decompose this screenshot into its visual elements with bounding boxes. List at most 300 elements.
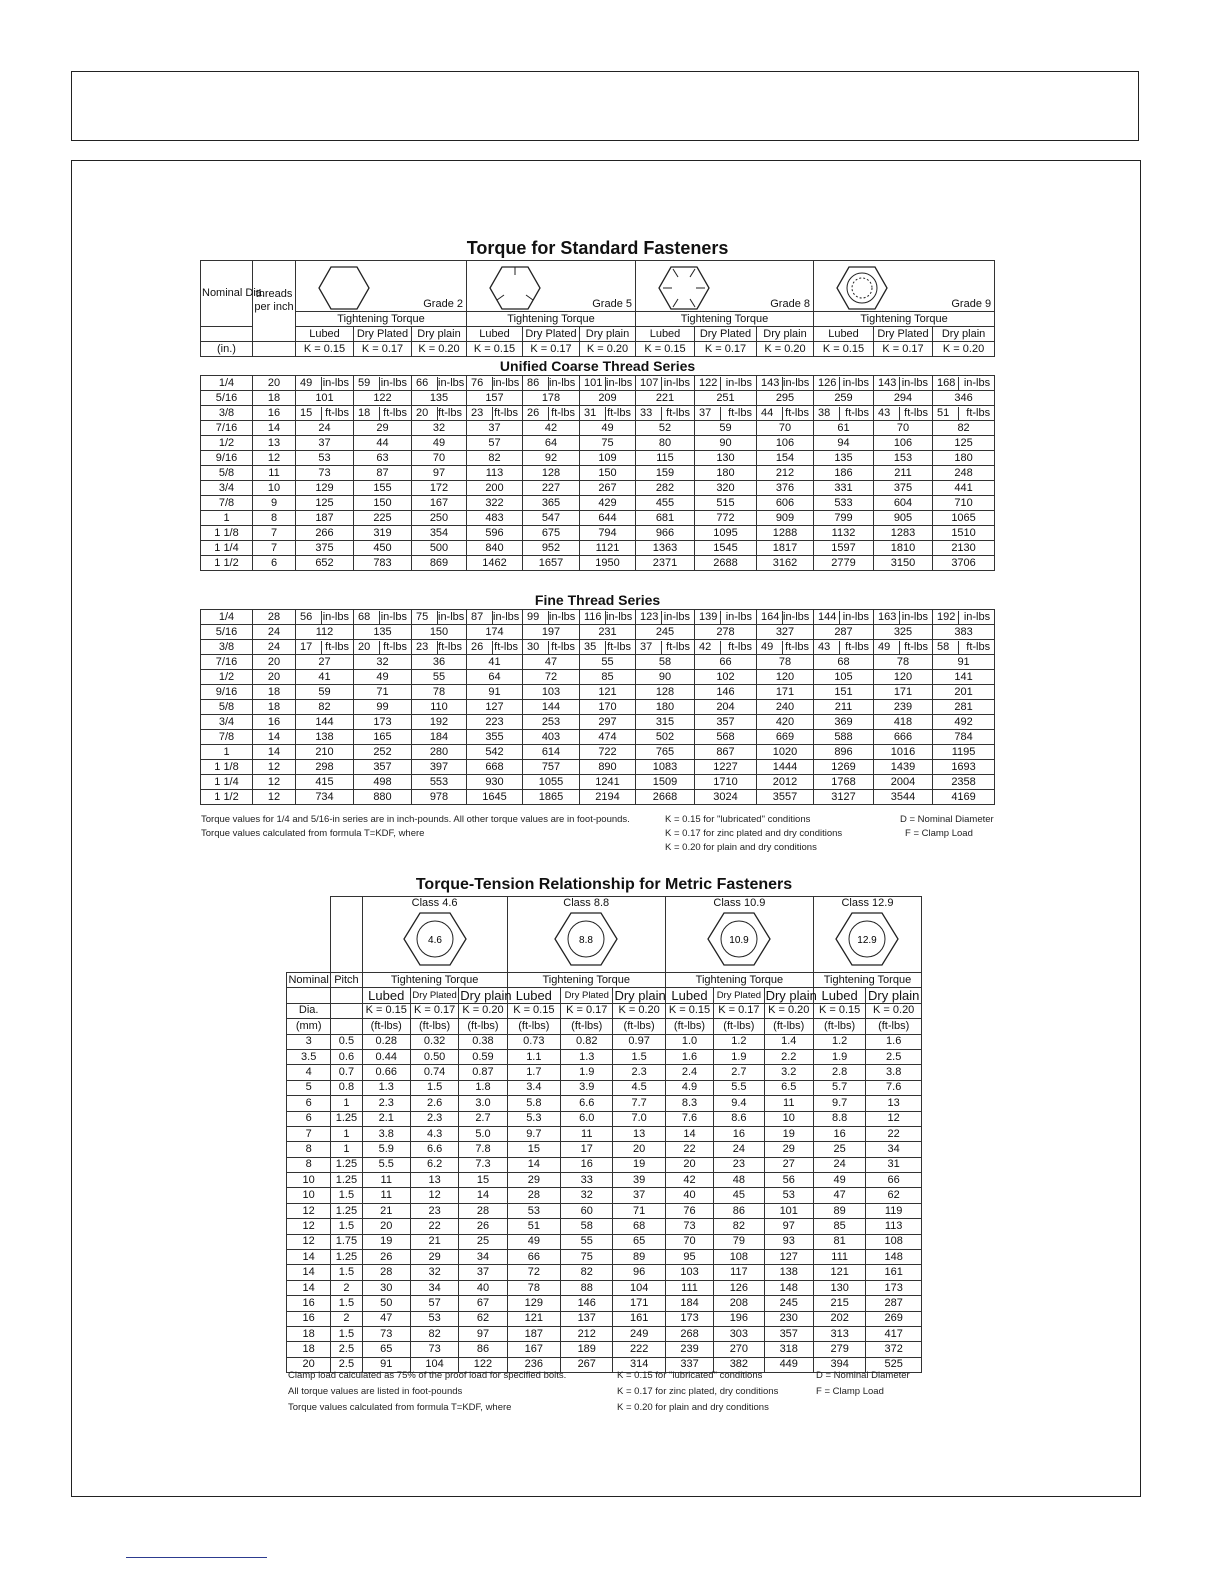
torque-cell [874,376,933,391]
metric-torque-cell: 20 [362,1219,410,1234]
torque-value: 26 [527,407,549,420]
torque-cell: 42 [523,421,580,436]
metric-torque-cell: 2.1 [362,1111,410,1126]
torque-cell: 890 [580,760,636,775]
standard-k3-note: K = 0.20 for plain and dry conditions [665,842,817,853]
torque-cell [580,406,636,421]
torque-value: 33 [640,407,662,420]
torque-value-with-unit [637,611,693,624]
torque-cell: 383 [933,625,995,640]
torque-cell: 172 [412,481,467,496]
torque-value: 43 [818,641,840,654]
metric-torque-cell: 2.7 [714,1065,764,1080]
metric-rows [287,1034,922,1373]
metric-torque-cell: 14 [665,1126,713,1141]
metric-torque-cell: 47 [362,1311,410,1326]
torque-value: 123 [640,611,662,624]
torque-cell [354,406,412,421]
metric-torque-cell: 28 [459,1203,507,1218]
metric-torque-cell: 8.6 [714,1111,764,1126]
torque-value-with-unit [815,641,872,654]
torque-cell: 614 [523,745,580,760]
grade-5-header [467,261,636,312]
metric-dia-cell: 6 [287,1096,331,1111]
metric-torque-cell: 5.5 [362,1157,410,1172]
metric-torque-cell: 81 [813,1234,865,1249]
grade-2-bolt-icon [318,265,370,311]
metric-torque-cell: 89 [813,1203,865,1218]
metric-torque-cell: 0.87 [459,1065,507,1080]
torque-cell: 128 [636,685,695,700]
torque-cell: 101 [296,391,354,406]
torque-value-with-unit [637,407,693,420]
torque-cell [636,406,695,421]
table-row [201,406,995,421]
torque-cell: 90 [636,670,695,685]
metric-torque-cell: 111 [813,1250,865,1265]
torque-unit: ft-lbs [845,640,869,653]
metric-torque-cell: 89 [613,1250,665,1265]
nominal-dia-cell: 1 1/8 [201,526,253,541]
table-row [201,511,995,526]
torque-cell [814,376,874,391]
table-row [201,640,995,655]
metric-torque-cell: 0.50 [410,1049,458,1064]
metric-dia-cell: 8 [287,1142,331,1157]
torque-cell: 171 [757,685,814,700]
torque-cell: 231 [580,625,636,640]
metric-torque-cell: 187 [507,1326,560,1341]
torque-cell: 41 [467,655,523,670]
torque-cell: 2688 [695,556,757,571]
metric-torque-cell: 5.9 [362,1142,410,1157]
metric-blank [287,988,331,1003]
torque-cell: 354 [412,526,467,541]
torque-cell: 2779 [814,556,874,571]
torque-unit: in-lbs [842,610,869,623]
metric-torque-cell: 15 [459,1173,507,1188]
metric-torque-cell: 5.3 [507,1111,560,1126]
metric-tightening-header: Tightening Torque [813,973,921,988]
metric-pitch-cell: 1.5 [331,1296,362,1311]
metric-torque-cell: 16 [813,1126,865,1141]
threads-cell: 10 [253,481,296,496]
torque-cell: 2012 [757,775,814,790]
torque-cell [296,610,354,625]
torque-cell: 121 [580,685,636,700]
metric-torque-table [286,872,922,1373]
grade-9-label: Grade 9 [951,298,992,310]
torque-value-with-unit [413,641,465,654]
metric-torque-cell: 86 [459,1342,507,1357]
metric-torque-cell: 2.6 [410,1096,458,1111]
class-4-6-label: Class 4.6 [411,897,458,909]
torque-unit: in-lbs [493,610,520,623]
metric-pitch-cell: 1.25 [331,1250,362,1265]
torque-cell: 606 [757,496,814,511]
torque-cell [814,406,874,421]
torque-value-with-unit [815,611,872,624]
torque-cell: 710 [933,496,995,511]
fine-thread-rows [201,610,995,805]
grade-2-header [296,261,467,312]
torque-cell [933,640,995,655]
torque-cell [636,640,695,655]
torque-value-with-unit [468,641,521,654]
class-8-8-bolt-icon [551,910,621,968]
torque-cell [757,610,814,625]
torque-cell: 376 [757,481,814,496]
torque-cell: 125 [933,436,995,451]
metric-torque-cell: 45 [714,1188,764,1203]
metric-torque-cell: 66 [866,1173,922,1188]
metric-torque-cell: 11 [561,1126,613,1141]
torque-cell: 3150 [874,556,933,571]
torque-value: 101 [584,377,606,390]
torque-cell: 221 [636,391,695,406]
torque-cell: 500 [412,541,467,556]
metric-torque-cell: 103 [665,1265,713,1280]
torque-value-with-unit [758,407,812,420]
metric-torque-cell: 11 [362,1173,410,1188]
threads-cell: 24 [253,625,296,640]
metric-torque-cell: 3.9 [561,1080,613,1095]
metric-torque-cell: 0.59 [459,1049,507,1064]
metric-torque-cell: 9.7 [813,1096,865,1111]
column-label: Lubed [636,327,695,342]
torque-cell: 297 [580,715,636,730]
torque-cell [523,610,580,625]
torque-cell: 1269 [814,760,874,775]
torque-value: 75 [416,611,438,624]
torque-cell [695,640,757,655]
torque-cell: 170 [580,700,636,715]
torque-cell: 24 [296,421,354,436]
metric-torque-cell: 20 [665,1157,713,1172]
metric-torque-cell: 67 [459,1296,507,1311]
torque-cell: 55 [580,655,636,670]
torque-cell: 110 [412,700,467,715]
metric-torque-cell: 4.5 [613,1080,665,1095]
torque-value: 192 [937,611,959,624]
torque-cell: 498 [354,775,412,790]
torque-unit: in-lbs [783,376,810,389]
torque-cell [933,610,995,625]
metric-torque-cell: 31 [866,1157,922,1172]
metric-pitch-cell: 1.25 [331,1173,362,1188]
torque-value-with-unit [355,641,410,654]
nominal-dia-cell: 9/16 [201,451,253,466]
metric-dia-cell: 18 [287,1342,331,1357]
torque-cell: 135 [412,391,467,406]
metric-torque-cell: 1.4 [764,1034,813,1049]
torque-cell: 155 [354,481,412,496]
metric-dia-cell: 18 [287,1326,331,1341]
metric-torque-cell: 16 [561,1157,613,1172]
table-row [201,655,995,670]
metric-column-label: Dry Plated [410,988,458,1003]
torque-cell: 127 [467,700,523,715]
torque-cell: 420 [757,715,814,730]
table-row [201,376,995,391]
torque-value: 58 [937,641,959,654]
nominal-dia-cell: 5/8 [201,466,253,481]
torque-cell: 252 [354,745,412,760]
metric-torque-cell: 27 [764,1157,813,1172]
fine-section-title: Fine Thread Series [534,591,661,608]
metric-torque-cell: 196 [714,1311,764,1326]
torque-value-with-unit [297,611,352,624]
metric-torque-cell: 121 [813,1265,865,1280]
metric-k3-note: K = 0.20 for plain and dry conditions [617,1402,769,1413]
torque-value-with-unit [581,611,634,624]
metric-torque-cell: 50 [362,1296,410,1311]
grade-5-bolt-icon [489,265,541,311]
metric-torque-cell: 29 [507,1173,560,1188]
torque-value: 37 [640,641,662,654]
torque-cell: 757 [523,760,580,775]
torque-cell: 772 [695,511,757,526]
torque-unit: ft-lbs [966,640,991,653]
metric-torque-cell: 13 [866,1096,922,1111]
metric-dia-cell: 20 [287,1357,331,1372]
torque-cell: 80 [636,436,695,451]
metric-torque-cell: 167 [507,1342,560,1357]
torque-unit: in-lbs [663,610,690,623]
standard-k2-note: K = 0.17 for zinc plated and dry conditions [665,828,843,839]
metric-torque-cell: 382 [714,1357,764,1372]
torque-cell: 167 [412,496,467,511]
torque-value: 18 [358,407,380,420]
torque-cell: 799 [814,511,874,526]
metric-pitch-cell: 2.5 [331,1357,362,1372]
torque-cell: 369 [814,715,874,730]
torque-cell: 1645 [467,790,523,805]
torque-value-with-unit [758,641,812,654]
metric-torque-cell: 47 [813,1188,865,1203]
metric-torque-cell: 0.32 [410,1034,458,1049]
torque-value: 139 [699,611,721,624]
threads-cell: 7 [253,526,296,541]
column-label: Dry Plated [354,327,412,342]
k-value: K = 0.17 [354,342,412,357]
torque-cell: 122 [354,391,412,406]
torque-cell: 129 [296,481,354,496]
torque-value-with-unit [413,611,465,624]
metric-torque-cell: 23 [714,1157,764,1172]
table-row [287,1296,922,1311]
metric-torque-cell: 24 [813,1157,865,1172]
torque-cell: 681 [636,511,695,526]
metric-torque-cell: 3.0 [459,1096,507,1111]
metric-torque-cell: 91 [362,1357,410,1372]
standard-torque-table [200,236,995,805]
torque-value-with-unit [758,611,812,624]
torque-cell: 68 [814,655,874,670]
torque-value-with-unit [524,377,578,390]
metric-torque-cell: 25 [813,1142,865,1157]
grade-9-header [814,261,995,312]
metric-torque-cell: 15 [507,1142,560,1157]
torque-cell: 515 [695,496,757,511]
torque-cell: 85 [580,670,636,685]
torque-cell: 1510 [933,526,995,541]
torque-value: 17 [300,641,322,654]
torque-cell: 105 [814,670,874,685]
torque-cell: 880 [354,790,412,805]
torque-cell: 135 [354,625,412,640]
torque-cell: 36 [412,655,467,670]
torque-cell: 49 [354,670,412,685]
threads-cell: 16 [253,406,296,421]
metric-column-label: Dry plain [765,988,817,1004]
metric-torque-cell: 270 [714,1342,764,1357]
torque-cell: 1132 [814,526,874,541]
table-row [287,1157,922,1172]
metric-torque-cell: 34 [459,1250,507,1265]
metric-torque-cell: 2.5 [866,1049,922,1064]
metric-torque-cell: 184 [665,1296,713,1311]
torque-cell: 1768 [814,775,874,790]
torque-cell: 106 [874,436,933,451]
torque-cell: 1283 [874,526,933,541]
metric-torque-cell: 171 [613,1296,665,1311]
column-label: Dry Plated [523,327,580,342]
torque-cell: 1444 [757,760,814,775]
table-row [287,1173,922,1188]
torque-cell: 115 [636,451,695,466]
metric-torque-cell: 72 [507,1265,560,1280]
metric-pitch-cell: 1.25 [331,1203,362,1218]
nominal-dia-cell: 1/4 [201,610,253,625]
torque-cell: 159 [636,466,695,481]
class-4-6-mark: 4.6 [427,935,442,946]
metric-tightening-header: Tightening Torque [665,973,813,988]
metric-k-value: K = 0.20 [459,1003,507,1018]
metric-torque-cell: 12 [410,1188,458,1203]
metric-pitch-cell: 1.5 [331,1326,362,1341]
metric-torque-cell: 49 [813,1173,865,1188]
metric-pitch-cell: 1 [331,1126,362,1141]
torque-value-with-unit [637,641,693,654]
torque-cell: 492 [933,715,995,730]
torque-cell: 245 [636,625,695,640]
metric-torque-cell: 82 [410,1326,458,1341]
metric-dia-cell: 12 [287,1219,331,1234]
torque-unit: in-lbs [963,376,991,389]
torque-cell [296,640,354,655]
torque-cell [933,376,995,391]
torque-unit: ft-lbs [845,406,869,419]
torque-cell: 92 [523,451,580,466]
metric-torque-cell: 75 [561,1250,613,1265]
metric-pitch-header: Pitch [331,973,362,988]
torque-unit: in-lbs [663,376,690,389]
metric-unit: (ft-lbs) [507,1019,560,1034]
column-label: Lubed [467,327,523,342]
threads-spacer [253,342,296,357]
torque-cell: 201 [933,685,995,700]
column-label: Dry Plated [874,327,933,342]
torque-unit: ft-lbs [966,406,991,419]
nominal-dia-cell: 1 1/8 [201,760,253,775]
metric-torque-cell: 129 [507,1296,560,1311]
torque-cell: 253 [523,715,580,730]
torque-cell: 209 [580,391,636,406]
class-4-6-bolt-icon [400,910,470,968]
table-row [287,1096,922,1111]
metric-torque-cell: 6.6 [561,1096,613,1111]
table-row [287,1080,922,1095]
metric-torque-cell: 7.0 [613,1111,665,1126]
metric-torque-cell: 1.5 [410,1080,458,1095]
torque-value: 23 [416,641,438,654]
torque-cell: 1810 [874,541,933,556]
standard-f-note: F = Clamp Load [905,828,973,839]
metric-torque-cell: 279 [813,1342,865,1357]
metric-pitch-cell: 1 [331,1142,362,1157]
torque-cell: 78 [757,655,814,670]
metric-pitch-cell: 1.5 [331,1265,362,1280]
metric-torque-cell: 4.3 [410,1126,458,1141]
metric-torque-cell: 65 [613,1234,665,1249]
table-row [201,541,995,556]
class-12-9-mark: 12.9 [857,935,878,946]
metric-torque-cell: 2.2 [764,1049,813,1064]
torque-cell [757,376,814,391]
metric-torque-cell: 17 [561,1142,613,1157]
torque-cell: 173 [354,715,412,730]
coarse-section-title: Unified Coarse Thread Series [201,357,995,376]
torque-cell [636,376,695,391]
metric-torque-cell: 1.3 [362,1080,410,1095]
metric-torque-cell: 212 [561,1326,613,1341]
threads-cell: 11 [253,466,296,481]
nominal-dia-cell: 1/4 [201,376,253,391]
table-row [201,745,995,760]
table-row [201,466,995,481]
torque-value: 66 [416,377,438,390]
class-4-6-header [362,897,507,973]
standard-note-2: Torque values calculated from formula T=KDF, where [201,828,425,839]
k-value: K = 0.20 [412,342,467,357]
header-box [71,71,1139,141]
metric-torque-cell: 269 [866,1311,922,1326]
torque-cell: 223 [467,715,523,730]
metric-torque-cell: 9.7 [507,1126,560,1141]
torque-unit: ft-lbs [325,406,349,419]
torque-cell: 73 [296,466,354,481]
torque-cell: 429 [580,496,636,511]
table-row [287,1311,922,1326]
torque-value-with-unit [297,407,352,420]
metric-torque-cell: 48 [714,1173,764,1188]
torque-cell: 765 [636,745,695,760]
torque-cell: 227 [523,481,580,496]
torque-unit: ft-lbs [438,640,462,653]
metric-torque-cell: 0.74 [410,1065,458,1080]
metric-torque-cell: 34 [410,1280,458,1295]
metric-torque-cell: 53 [764,1188,813,1203]
metric-torque-cell: 1.9 [813,1049,865,1064]
torque-cell: 1020 [757,745,814,760]
torque-cell [412,376,467,391]
class-12-9-header [813,897,921,973]
metric-torque-cell: 21 [362,1203,410,1218]
torque-value-with-unit [355,377,410,390]
torque-cell: 455 [636,496,695,511]
torque-value: 144 [818,611,840,624]
